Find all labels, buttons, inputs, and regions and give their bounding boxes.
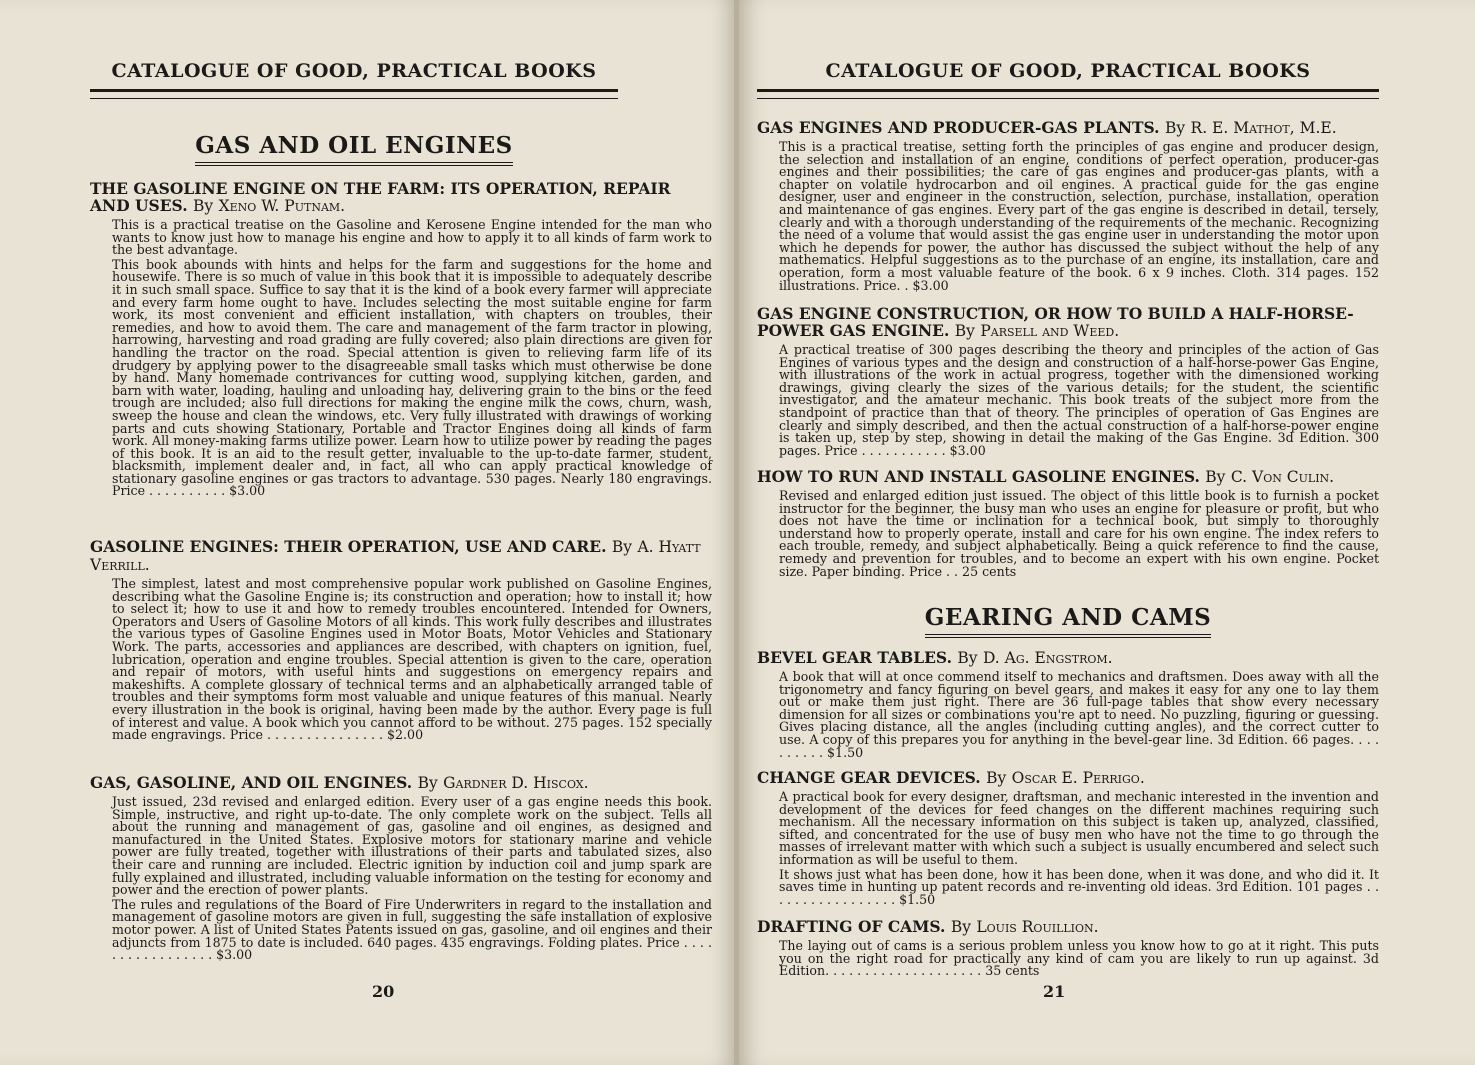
book-description: A practical treatise of 300 pages describing the theory and principles of the action of Gas Engines of various types and the design and construction of a half-horse-power Gas Engine, with illustrations of the work in actual progress, together with the dimensioned working drawings, giving clearly the sizes of the various details; for the student, the scientific investigator, and the amateur mechanic. This book treats of the subject more from the standpoint of practice than that of theory. The principles of operation of Gas Engines are clearly and simply described, and then the actual construction of a half-horse-power engine is taken up, step by step, showing in detail the making of the Gas Engine. 3d Edition. 300 pages. Price . . . . . . . . . . . $3.00 [779,342,1379,458]
book-entry [757,918,1379,978]
book-entry [757,468,1379,578]
book-entry [90,180,712,498]
book-description: This book abounds with hints and helps for the farm and suggestions for the home and housewife. There is so much of value in this book that it is impossible to adequately describe it in such small space. Suffice to say that it is the kind of a book every farmer will appreciate and every farm home ought to have. Includes selecting the most suitable engine for farm work, its most convenient and efficient installation, with chapters on troubles, their remedies, and how to avoid them. The care and management of the farm tractor in plowing, harrowing, harvesting and road grading are fully covered; also plain directions are given for handling the tractor on the road. Special attention is given to relieving farm life of its drudgery by applying power to the disagreeable small tasks which must otherwise be done by hand. Many homemade contrivances for cutting wood, supplying kitchen, garden, and barn with water, loading, hauling and unloading hay, delivering grain to the bins or the feed trough are included; also full directions for making the engine milk the cows, churn, wash, sweep the house and clean the windows, etc. Very fully illustrated with drawings of working parts and cuts showing Stationary, Portable and Tractor Engines doing all kinds of farm work. All money-making farms utilize power. Learn how to utilize power by reading the pages of this book. It is an aid to the result getter, invaluable to the up-to-date farmer, student, blacksmith, implement dealer and, in fact, all who can apply practical knowledge of stationary gasoline engines or gas tractors to advantage. 530 pages. Nearly 180 engravings. Price . . . . . . . . . . $3.00 [112,256,712,499]
book-description: The laying out of cams is a serious problem unless you know how to go at it right. This puts you on the right road for practically any kind of cam you are likely to run up against. 3d Edition. . . . . . . . . . . . . . . . . . . . 35 cents [779,938,1379,979]
section-title: GAS AND OIL ENGINES [90,132,618,166]
book-description: Revised and enlarged edition just issued. The object of this little book is to furnish a pocket instructor for the beginner, the busy man who uses an engine for pleasure or profit, but who does not have the time or inclination for a technical book, but simply to thoroughly understand how to properly operate, install and care for his own engine. The index refers to each trouble, remedy, and subject alphabetically. Being a quick reference to find the cause, remedy and prevention for troubles, and to become an expert with his own engine. Pocket size. Paper binding. Price . . 25 cents [779,488,1379,579]
book-entry [757,769,1379,906]
book-description: A book that will at once commend itself to mechanics and draftsmen. Does away with all the trigonometry and fancy figuring on bevel gears, and makes it easy for any one to lay them out or make them just right. There are 36 full-page tables that show every necessary dimension for all sizes or combinations you're apt to need. No puzzling, figuring or guessing. Gives placing distance, all the angles (including cutting angles), and the correct cutter to use. A copy of this prepares you for anything in the bevel-gear line. 3d Edition. 66 pages. . . . . . . . . . $1.50 [779,669,1379,760]
book-entry [757,649,1379,759]
book-description: The simplest, latest and most comprehensive popular work published on Gasoline Engines, describing what the Gasoline Engine is; its construction and operation; how to install it; how to select it; how to use it and how to remedy troubles encountered. Intended for Owners, Operators and Users of Gasoline Motors of all kinds. This work fully describes and illustrates the various types of Gasoline Engines used in Motor Boats, Motor Vehicles and Stationary Work. The parts, accessories and appliances are described, with chapters on ignition, fuel, lubrication, operation and engine troubles. Special attention is given to the care, operation and repair of motors, with useful hints and suggestions on emergency repairs and makeshifts. A complete glossary of technical terms and an alphabetically arranged table of troubles and their symptoms form most valuable and unique features of this manual. Nearly every illustration in the book is original, having been made by the author. Every page is full of interest and value. A book which you cannot afford to be without. 275 pages. 152 specially made engravings. Price . . . . . . . . . . . . . . . $2.00 [112,576,712,743]
book-entry [90,774,712,962]
right-page [739,0,1475,1065]
book-entry [757,305,1379,457]
book-title: DRAFTING OF CAMS. By Louis Rouillion. [757,917,1099,936]
book-title: BEVEL GEAR TABLES. By D. Ag. Engstrom. [757,648,1113,667]
book-title: HOW TO RUN AND INSTALL GASOLINE ENGINES. By C. Von Culin. [757,467,1335,486]
book-entry [90,538,712,742]
book-title: GAS ENGINES AND PRODUCER-GAS PLANTS. By R. E. Mathot, M.E. [757,118,1337,137]
section-title: GEARING AND CAMS [757,604,1379,638]
book-entry [757,119,1379,292]
page-number: 20 [372,982,395,1001]
book-title: CHANGE GEAR DEVICES. By Oscar E. Perrigo. [757,768,1145,787]
book-description: The rules and regulations of the Board of Fire Underwriters in regard to the installation and management of gasoline motors are given in full, suggesting the safe installation of explosive motor power. A list of United States Patents issued on gas, gasoline, and oil engines and their adjuncts from 1875 to date is included. 640 pages. 435 engravings. Folding plates. Price . . . . . . . . . . . . . . . . . $3.00 [112,896,712,963]
book-description: A practical book for every designer, draftsman, and mechanic interested in the invention and development of the devices for feed changes on the different machines requiring such mechanism. All the necessary information on this subject is taken up, analyzed, classified, sifted, and concentrated for the use of busy men who have not the time to go through the masses of irrelevant matter with which such a subject is usually encumbered and select such information as will be useful to them. [779,789,1379,867]
page-number: 21 [1043,982,1066,1001]
book-description: This is a practical treatise, setting forth the principles of gas engine and producer design, the selection and installation of an engine, conditions of perfect operation, producer-gas engines and their possibilities; the care of gas engines and producer-gas plants, with a chapter on volatile hydrocarbon and oil engines. A practical guide for the gas engine designer, user and engineer in the construction, selection, purchase, installation, operation and maintenance of gas engines. Every part of the gas engine is described in detail, tersely, clearly and with a thorough understanding of the requirements of the mechanic. Recognizing the need of a volume that would assist the gas engine user in understanding the motor upon which he depends for power, the author has discussed the subject without the help of any mathematics. Helpful suggestions as to the purchase of an engine, its installation, care and operation, form a most valuable feature of the book. 6 x 9 inches. Cloth. 314 pages. 152 illustrations. Price. . $3.00 [779,139,1379,293]
book-title: GAS, GASOLINE, AND OIL ENGINES. By Gardner D. Hiscox. [90,773,589,792]
book-title: GASOLINE ENGINES: THEIR OPERATION, USE AND CARE. By A. Hyatt Verrill. [90,537,701,574]
left-page [0,0,736,1065]
book-title: THE GASOLINE ENGINE ON THE FARM: ITS OPERATION, REPAIR AND USES. By Xeno W. Putnam. [90,179,671,215]
running-head: CATALOGUE OF GOOD, PRACTICAL BOOKS [111,60,597,82]
book-description: This is a practical treatise on the Gasoline and Kerosene Engine intended for the man who wants to know just how to manage his engine and how to apply it to all kinds of farm work to the best advantage. [112,217,712,258]
header-rule [90,89,618,99]
book-description: It shows just what has been done, how it has been done, when it was done, and who did it. It saves time in hunting up patent records and re-inventing old ideas. 3rd Edition. 101 pages . . . . . . . . . . . . . . . . . $1.50 [779,866,1379,907]
running-head: CATALOGUE OF GOOD, PRACTICAL BOOKS [825,60,1311,82]
header-rule [757,89,1379,99]
book-title: GAS ENGINE CONSTRUCTION, OR HOW TO BUILD A HALF-HORSE-POWER GAS ENGINE. By Parsell and Weed. [757,304,1354,340]
book-description: Just issued, 23d revised and enlarged edition. Every user of a gas engine needs this book. Simple, instructive, and right up-to-date. The only complete work on the subject. Tells all about the running and management of gas, gasoline and oil engines, as designed and manufactured in the United States. Explosive motors for stationary marine and vehicle power are fully treated, together with illustrations of their parts and tabulated sizes, also their care and running are included. Electric ignition by induction coil and jump spark are fully explained and illustrated, including valuable information on the testing for economy and power and the erection of power plants. [112,794,712,898]
